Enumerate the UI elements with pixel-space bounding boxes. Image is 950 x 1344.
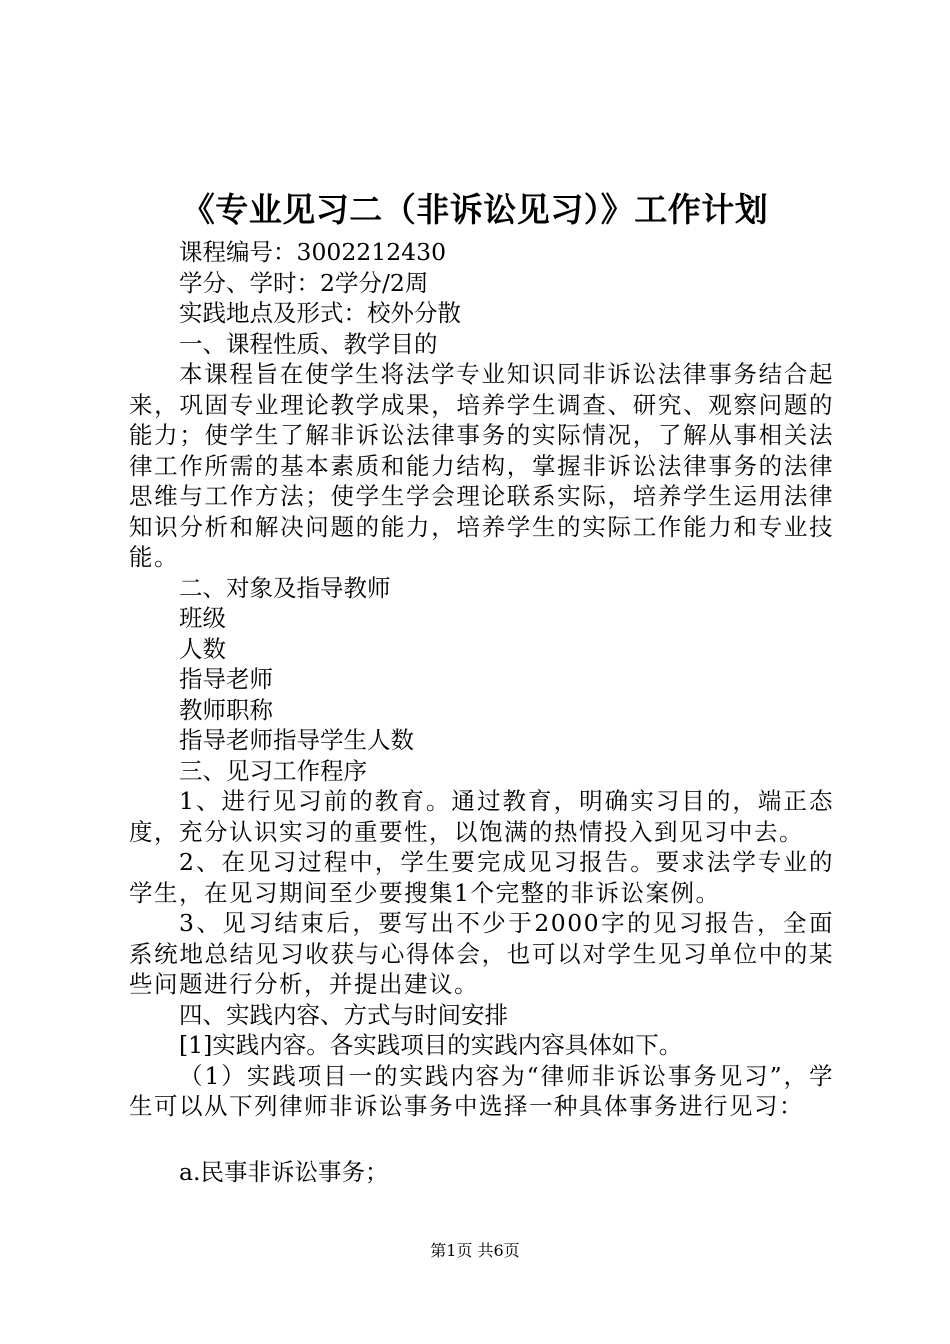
procedure-step: 1、进行见习前的教育。通过教育，明确实习目的，端正态度，充分认识实习的重要性，以饱满的热情投入到见习中去。 (129, 787, 834, 846)
practice-item-1: （1）实践项目一的实践内容为“律师非诉讼事务见习”，学生可以从下列律师非诉讼事务中选择一种具体事务进行见习： (129, 1061, 834, 1120)
procedure-step: 2、在见习过程中，学生要完成见习报告。要求法学专业的学生，在见习期间至少要搜集1个完整的非诉讼案例。 (129, 848, 834, 907)
list-item: 班级 (179, 604, 226, 632)
section-1-paragraph: 本课程旨在使学生将法学专业知识同非诉讼法律事务结合起来，巩固专业理论教学成果，培养学生调查、研究、观察问题的能力；使学生了解非诉讼法律事务的实际情况，了解从事相关法律工作所需的基本素质和能力结构，掌握非诉讼法律事务的法律思维与工作方法；使学生学会理论联系实际，培养学生运用法律知识分析和解决问题的能力，培养学生的实际工作能力和专业技能。 (129, 360, 834, 571)
spacer (129, 1122, 834, 1157)
practice-content-intro: [1]实践内容。各实践项目的实践内容具体如下。 (179, 1031, 683, 1059)
list-item: 教师职称 (179, 695, 273, 724)
course-credits: 学分、学时：2学分/2周 (179, 268, 429, 297)
list-item: 人数 (179, 634, 226, 663)
section-heading-3: 三、见习工作程序 (179, 756, 367, 785)
section-heading-1: 一、课程性质、教学目的 (179, 329, 438, 358)
document-body (129, 237, 834, 1187)
procedure-step: 3、见习结束后，要写出不少于2000字的见习报告，全面系统地总结见习收获与心得体会，也可以对学生见习单位中的某些问题进行分析，并提出建议。 (129, 909, 834, 998)
section-heading-4: 四、实践内容、方式与时间安排 (179, 1000, 508, 1029)
section-heading-2: 二、对象及指导教师 (179, 573, 391, 602)
list-item: 指导老师指导学生人数 (179, 726, 414, 754)
practice-location: 实践地点及形式：校外分散 (179, 299, 461, 327)
document-title: 《专业见习二（非诉讼见习）》工作计划 (181, 190, 769, 229)
course-code: 课程编号：3002212430 (179, 238, 447, 266)
list-item: 指导老师 (179, 665, 273, 693)
practice-sub-item-a: a.民事非诉讼事务； (179, 1157, 389, 1186)
page-footer: 第1页 共6页 (430, 1241, 520, 1260)
